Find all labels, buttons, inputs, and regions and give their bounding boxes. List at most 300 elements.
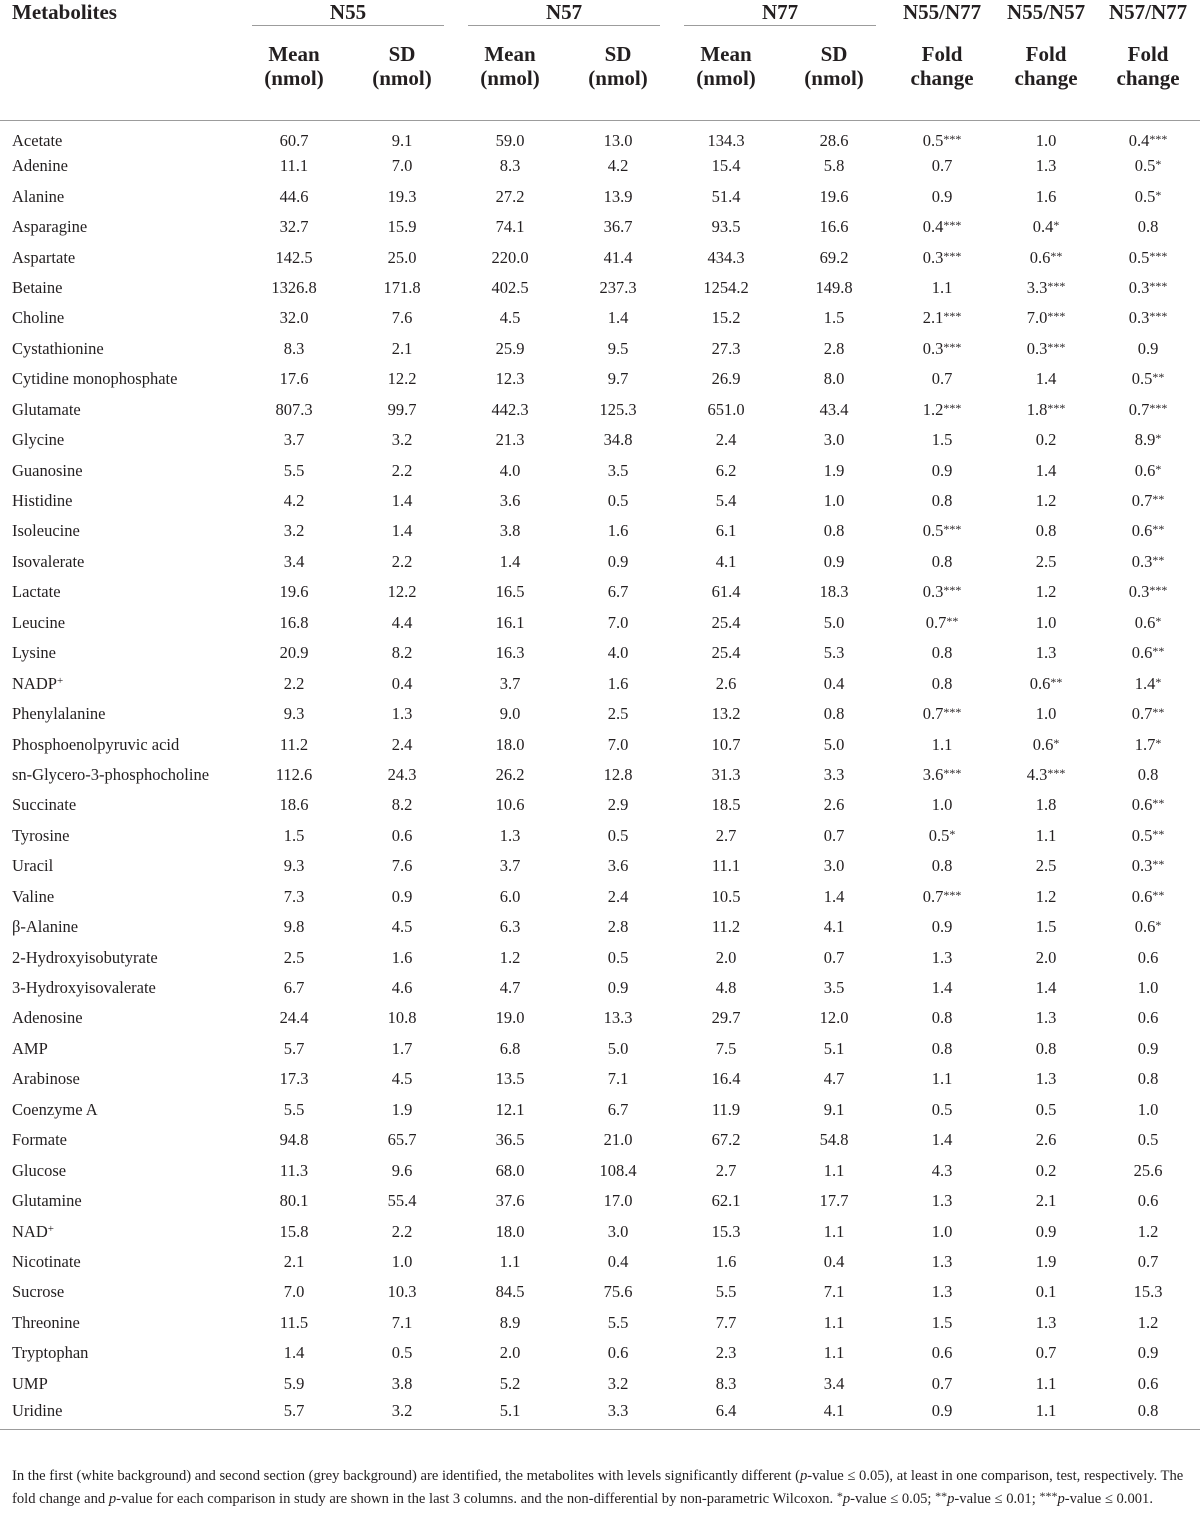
n57-sd-cell: 0.5 [607,825,629,845]
table-row [0,973,1200,1003]
n77-mean-cell: 93.5 [711,217,741,237]
fold-n57-n77-cell: 0.6** [1131,643,1165,663]
n57-mean-cell: 16.3 [495,643,525,663]
table-row [0,608,1200,638]
n57-sd-cell: 0.6 [607,1343,629,1363]
fold-n57-n77-cell: 15.3 [1133,1282,1163,1302]
n55-mean-cell: 11.3 [279,1160,309,1180]
n55-sd-cell: 55.4 [387,1191,417,1211]
n55-mean-cell: 1.5 [283,825,305,845]
fold-n55-n57-cell: 1.3 [1035,643,1057,663]
table-row [0,516,1200,546]
n55-mean-cell: 8.3 [283,338,305,358]
n77-sd-cell: 19.6 [819,186,849,206]
table-row [0,425,1200,455]
n77-sd-cell: 16.6 [819,217,849,237]
n77-sd-cell: 1.5 [823,308,845,328]
group-n55-label: N55 [252,0,444,26]
n57-sd-cell: 36.7 [603,217,633,237]
n55-sd-cell: 12.2 [387,582,417,602]
n55-sd-cell: 7.1 [391,1312,413,1332]
table-row [0,242,1200,272]
fold-n55-n57-cell: 1.1 [1035,825,1057,845]
table-row [0,1216,1200,1246]
n57-sd-cell: 4.0 [607,643,629,663]
n77-mean-cell: 2.7 [715,1160,737,1180]
n55-sd-cell: 8.2 [391,795,413,815]
table-row [0,729,1200,759]
n57-mean-cell: 26.2 [495,764,525,784]
fold-n55-n57-cell: 0.1 [1035,1282,1057,1302]
table-row [0,121,1200,152]
n55-sd-cell: 65.7 [387,1130,417,1150]
n77-sd-cell: 0.8 [823,704,845,724]
n55-sd-cell: 3.2 [391,430,413,450]
fold-n55-n57-cell: 2.5 [1035,551,1057,571]
n57-sd-cell: 6.7 [607,582,629,602]
fold-n55-n57-cell: 1.8*** [1026,399,1066,419]
n57-sd-cell: 7.1 [607,1069,629,1089]
n57-n77-fold-header: Fold change [1096,42,1200,121]
fold-n57-n77-cell: 1.2 [1137,1312,1159,1332]
fold-n55-n77-cell: 1.1 [931,277,953,297]
fold-n55-n57-cell: 1.3 [1035,1312,1057,1332]
table-row [0,1003,1200,1033]
n77-sd-cell: 0.9 [823,551,845,571]
table-row [0,151,1200,181]
n57-mean-cell: 18.0 [495,1221,525,1241]
n55-sd-cell: 1.4 [391,491,413,511]
n55-mean-cell: 9.3 [283,856,305,876]
fold-n55-n57-cell: 1.3 [1035,1008,1057,1028]
table-row [0,1064,1200,1094]
fold-n55-n77-cell: 4.3 [931,1160,953,1180]
fold-n55-n77-cell: 0.7*** [922,886,962,906]
n57-mean-cell: 37.6 [495,1191,525,1211]
n57-sd-cell: 3.5 [607,460,629,480]
fold-n55-n77-cell: 1.3 [931,1191,953,1211]
fold-n57-n77-cell: 0.6* [1134,612,1162,632]
n55-mean-cell: 5.5 [283,1099,305,1119]
fold-n57-n77-cell: 0.3*** [1128,308,1168,328]
table-row [0,364,1200,394]
n57-mean-cell: 6.8 [499,1038,521,1058]
n77-sd-cell: 12.0 [819,1008,849,1028]
n57-sd-header: SD (nmol) [564,42,672,121]
metabolite-name-cell: Betaine [12,277,63,297]
n77-mean-cell: 15.2 [711,308,741,328]
group-header-n55 [240,0,456,42]
n57-sd-cell: 7.0 [607,734,629,754]
n57-sd-cell: 5.5 [607,1312,629,1332]
n55-mean-cell: 18.6 [279,795,309,815]
n57-mean-cell: 68.0 [495,1160,525,1180]
n57-sd-cell: 2.9 [607,795,629,815]
table-row [0,395,1200,425]
n77-sd-cell: 3.0 [823,856,845,876]
fold-n55-n57-cell: 1.1 [1035,1373,1057,1393]
n77-mean-cell: 31.3 [711,764,741,784]
n77-sd-cell: 4.7 [823,1069,845,1089]
n55-mean-cell: 807.3 [275,399,313,419]
fold-n55-n77-cell: 0.3*** [922,338,962,358]
n77-mean-cell: 10.5 [711,886,741,906]
metabolite-name-cell: Valine [12,886,55,906]
fold-n57-n77-cell: 0.3** [1131,551,1165,571]
n57-mean-cell: 1.2 [499,947,521,967]
n55-mean-cell: 11.1 [279,156,309,176]
fold-n57-n77-cell: 0.3*** [1128,277,1168,297]
metabolite-name-cell: Adenine [12,156,68,176]
n55-mean-cell: 4.2 [283,491,305,511]
n55-sd-cell: 9.1 [391,131,413,150]
n55-sd-cell: 3.8 [391,1373,413,1393]
n77-sd-cell: 17.7 [819,1191,849,1211]
fold-n57-n77-cell: 0.9 [1137,338,1159,358]
fold-n57-n77-cell: 0.6 [1137,1373,1159,1393]
fold-n55-n57-cell: 1.6 [1035,186,1057,206]
metabolite-name-cell: Phenylalanine [12,704,106,724]
n57-mean-cell: 3.7 [499,673,521,693]
metabolite-name-cell: Cytidine monophosphate [12,369,178,389]
n77-sd-cell: 3.5 [823,978,845,998]
n55-mean-cell: 32.7 [279,217,309,237]
n55-sd-cell: 2.2 [391,1221,413,1241]
fold-n55-n57-cell: 1.0 [1035,704,1057,724]
n57-sd-cell: 0.9 [607,551,629,571]
n55-mean-cell: 80.1 [279,1191,309,1211]
n77-sd-cell: 43.4 [819,399,849,419]
metabolite-name-cell: NAD+ [12,1221,54,1241]
fold-n57-n77-cell: 0.5* [1134,186,1162,206]
n77-mean-cell: 16.4 [711,1069,741,1089]
fold-n55-n77-cell: 0.6 [931,1343,953,1363]
n55-mean-cell: 44.6 [279,186,309,206]
fold-n55-n57-cell: 0.8 [1035,1038,1057,1058]
n57-mean-cell: 1.3 [499,825,521,845]
metabolites-header: Metabolites [12,0,117,24]
n55-mean-cell: 5.7 [283,1038,305,1058]
metabolite-name-cell: β-Alanine [12,917,79,937]
n57-sd-cell: 4.2 [607,156,629,176]
n77-sd-cell: 7.1 [823,1282,845,1302]
n55-mean-cell: 19.6 [279,582,309,602]
fold-n57-n77-cell: 0.7** [1131,704,1165,724]
n77-mean-cell: 25.4 [711,643,741,663]
table-body [0,121,1200,1430]
n77-mean-cell: 7.5 [715,1038,737,1058]
n57-sd-cell: 125.3 [599,399,637,419]
n77-sd-cell: 0.4 [823,1251,845,1271]
table-row [0,1095,1200,1125]
n77-mean-cell: 4.8 [715,978,737,998]
fold-n55-n77-cell: 1.3 [931,1251,953,1271]
n57-mean-cell: 18.0 [495,734,525,754]
n77-sd-cell: 2.6 [823,795,845,815]
n57-mean-cell: 12.3 [495,369,525,389]
fold-n55-n77-cell: 0.7** [925,612,959,632]
fold-n55-n77-cell: 1.1 [931,734,953,754]
fold-n57-n77-cell: 0.6** [1131,795,1165,815]
n77-mean-cell: 2.4 [715,430,737,450]
n55-mean-cell: 3.4 [283,551,305,571]
n57-sd-cell: 3.0 [607,1221,629,1241]
fold-n55-n57-cell: 1.0 [1035,131,1057,150]
n77-sd-cell: 1.1 [823,1221,845,1241]
n55-mean-cell: 5.5 [283,460,305,480]
fold-n55-n57-cell: 1.2 [1035,491,1057,511]
n77-sd-cell: 18.3 [819,582,849,602]
fold-n55-n57-cell: 2.0 [1035,947,1057,967]
n57-mean-cell: 6.0 [499,886,521,906]
n55-mean-cell: 3.7 [283,430,305,450]
fold-n57-n77-cell: 0.6 [1137,947,1159,967]
fold-n57-n77-cell: 1.0 [1137,978,1159,998]
n55-sd-cell: 171.8 [383,277,421,297]
n77-mean-cell: 29.7 [711,1008,741,1028]
n57-mean-header: Mean (nmol) [456,42,564,121]
n77-mean-cell: 2.0 [715,947,737,967]
n55-sd-cell: 99.7 [387,399,417,419]
n55-sd-cell: 4.5 [391,917,413,937]
metabolite-name-cell: 2-Hydroxyisobutyrate [12,947,158,967]
fold-n55-n57-cell: 1.5 [1035,917,1057,937]
table-row [0,1186,1200,1216]
fold-n55-n77-cell: 0.8 [931,643,953,663]
fold-n55-n77-cell: 1.4 [931,978,953,998]
n57-sd-cell: 13.3 [603,1008,633,1028]
group-n57-label: N57 [468,0,660,26]
fold-n57-n77-cell: 0.6* [1134,460,1162,480]
fold-n57-n77-cell: 0.6** [1131,886,1165,906]
n55-sd-cell: 19.3 [387,186,417,206]
n55-mean-cell: 17.6 [279,369,309,389]
n55-mean-cell: 2.2 [283,673,305,693]
n77-mean-cell: 5.4 [715,491,737,511]
group-n77-label: N77 [684,0,876,26]
fold-n55-n77-cell: 0.9 [931,917,953,937]
n55-sd-cell: 0.9 [391,886,413,906]
n57-sd-cell: 3.3 [564,1399,672,1429]
fold-n55-n77-cell: 0.9 [888,1399,996,1429]
n77-sd-cell: 4.1 [823,917,845,937]
table-row [0,486,1200,516]
metabolite-name-cell: Lysine [12,643,56,663]
metabolite-name-cell: Cystathionine [12,338,104,358]
metabolite-name-cell: Tryptophan [12,1343,89,1363]
n57-mean-cell: 1.1 [499,1251,521,1271]
fold-n55-n77-cell: 1.3 [931,947,953,967]
n55-sd-cell: 8.2 [391,643,413,663]
n77-mean-cell: 8.3 [715,1373,737,1393]
n77-mean-cell: 2.7 [715,825,737,845]
fold-n57-n77-cell: 0.7*** [1128,399,1168,419]
n77-sd-cell: 1.4 [823,886,845,906]
n55-mean-cell: 94.8 [279,1130,309,1150]
n77-sd-cell: 1.1 [823,1312,845,1332]
metabolite-name-cell: Guanosine [12,460,83,480]
table-row [0,1247,1200,1277]
n55-mean-cell: 2.5 [283,947,305,967]
blank-subheader [0,42,240,121]
n55-sd-cell: 0.4 [391,673,413,693]
n57-mean-cell: 3.7 [499,856,521,876]
fold-n55-n57-cell: 1.8 [1035,795,1057,815]
n55-mean-cell: 3.2 [283,521,305,541]
n77-sd-cell: 0.8 [823,521,845,541]
fold-n55-n57-cell: 1.1 [996,1399,1096,1429]
n55-mean-cell: 32.0 [279,308,309,328]
n55-sd-cell: 7.0 [391,156,413,176]
fold-n55-n77-cell: 0.8 [931,1038,953,1058]
n77-sd-cell: 3.4 [823,1373,845,1393]
n55-sd-cell: 1.7 [391,1038,413,1058]
fold-n55-n77-cell: 0.8 [931,491,953,511]
fold-n57-n77-cell: 0.7 [1137,1251,1159,1271]
n77-sd-cell: 1.9 [823,460,845,480]
n77-mean-cell: 18.5 [711,795,741,815]
n55-sd-cell: 1.6 [391,947,413,967]
fold-n57-n77-cell: 0.8 [1137,764,1159,784]
fold-n55-n77-cell: 0.7*** [922,704,962,724]
metabolite-name-cell: Nicotinate [12,1251,81,1271]
metabolite-name-cell: Histidine [12,491,73,511]
n57-mean-cell: 19.0 [495,1008,525,1028]
fold-n55-n57-cell: 2.5 [1035,856,1057,876]
n77-sd-cell: 28.6 [819,131,849,150]
n57-mean-cell: 16.5 [495,582,525,602]
fold-n57-n77-cell: 0.4*** [1128,131,1168,150]
n77-sd-cell: 8.0 [823,369,845,389]
n55-sd-cell: 2.1 [391,338,413,358]
n57-mean-cell: 8.3 [499,156,521,176]
n57-mean-cell: 27.2 [495,186,525,206]
n77-sd-cell: 5.1 [823,1038,845,1058]
n55-sd-cell: 10.3 [387,1282,417,1302]
fold-header-n57-n77: N57/N77 [1108,0,1188,24]
fold-n57-n77-cell: 0.9 [1137,1038,1159,1058]
n57-sd-cell: 7.0 [607,612,629,632]
metabolite-name-cell: Glycine [12,430,65,450]
fold-n55-n57-cell: 0.6** [1029,673,1063,693]
n57-sd-cell: 3.6 [607,856,629,876]
n57-mean-cell: 402.5 [491,277,529,297]
fold-n55-n77-cell: 1.4 [931,1130,953,1150]
n57-mean-cell: 4.7 [499,978,521,998]
n55-sd-cell: 4.4 [391,612,413,632]
metabolite-name-cell: Tyrosine [12,825,70,845]
metabolite-name-cell: AMP [12,1038,48,1058]
fold-n55-n57-cell: 1.4 [1035,460,1057,480]
fold-n57-n77-cell: 1.7* [1134,734,1162,754]
n57-sd-cell: 13.9 [603,186,633,206]
metabolite-name-cell: Coenzyme A [12,1099,98,1119]
n55-sd-cell: 2.2 [391,460,413,480]
fold-n55-n77-cell: 0.3*** [922,582,962,602]
n55-mean-cell: 7.0 [283,1282,305,1302]
table-row [0,181,1200,211]
fold-n55-n57-cell: 1.4 [1035,369,1057,389]
n57-mean-cell: 4.0 [499,460,521,480]
n77-mean-cell: 6.4 [672,1399,780,1429]
n57-mean-cell: 1.4 [499,551,521,571]
fold-n57-n77-cell: 0.6** [1131,521,1165,541]
group-header-n77 [672,0,888,42]
table-row [0,668,1200,698]
n77-sd-cell: 9.1 [823,1099,845,1119]
n77-mean-cell: 1.6 [715,1251,737,1271]
fold-n55-n57-cell: 1.9 [1035,1251,1057,1271]
fold-n55-n57-cell: 1.0 [1035,612,1057,632]
n57-sd-cell: 5.0 [607,1038,629,1058]
n55-mean-header: Mean (nmol) [240,42,348,121]
fold-n55-n57-cell: 1.2 [1035,582,1057,602]
n77-sd-cell: 149.8 [815,277,853,297]
n57-sd-cell: 2.5 [607,704,629,724]
n77-sd-cell: 1.1 [823,1160,845,1180]
n57-mean-cell: 59.0 [495,131,525,150]
fold-n57-n77-cell: 0.6 [1137,1191,1159,1211]
n77-sd-cell: 5.3 [823,643,845,663]
fold-n55-n77-cell: 2.1*** [922,308,962,328]
n57-sd-cell: 6.7 [607,1099,629,1119]
fold-n55-n77-cell: 1.5 [931,1312,953,1332]
fold-n57-n77-cell: 1.0 [1137,1099,1159,1119]
n77-sd-cell: 5.0 [823,734,845,754]
n57-sd-cell: 1.4 [607,308,629,328]
table-row [0,455,1200,485]
fold-n57-n77-cell: 1.2 [1137,1221,1159,1241]
n57-mean-cell: 12.1 [495,1099,525,1119]
n77-mean-cell: 11.9 [711,1099,741,1119]
n77-mean-cell: 1254.2 [703,277,749,297]
table-row [0,821,1200,851]
fold-n57-n77-cell: 0.3*** [1128,582,1168,602]
table-row [0,303,1200,333]
fold-n55-n77-cell: 0.8 [931,1008,953,1028]
fold-n55-n77-cell: 1.0 [931,795,953,815]
fold-n57-n77-cell: 0.6 [1137,1008,1159,1028]
n57-mean-cell: 9.0 [499,704,521,724]
fold-n55-n77-cell: 0.8 [931,673,953,693]
fold-n55-n57-cell: 0.7 [1035,1343,1057,1363]
metabolite-name-cell: Phosphoenolpyruvic acid [12,734,180,754]
n55-sd-cell: 10.8 [387,1008,417,1028]
fold-n55-n77-cell: 0.7 [931,369,953,389]
fold-n57-n77-cell: 25.6 [1133,1160,1163,1180]
n55-mean-cell: 15.8 [279,1221,309,1241]
fold-n55-n77-cell: 0.7 [931,156,953,176]
metabolite-name-cell: 3-Hydroxyisovalerate [12,978,156,998]
fold-n55-n77-cell: 1.1 [931,1069,953,1089]
fold-n57-n77-cell: 0.8 [1137,1069,1159,1089]
n77-mean-cell: 2.3 [715,1343,737,1363]
metabolite-name-cell: Lactate [12,582,61,602]
table-row [0,1155,1200,1185]
fold-n55-n57-cell: 1.4 [1035,978,1057,998]
n55-sd-cell: 1.0 [391,1251,413,1271]
fold-header-n55-n57: N55/N57 [1006,0,1086,24]
fold-n57-n77-cell: 1.4* [1134,673,1162,693]
fold-n55-n57-cell: 0.6** [1029,247,1063,267]
n57-mean-cell: 220.0 [491,247,529,267]
n57-sd-cell: 108.4 [599,1160,637,1180]
n55-sd-cell: 0.5 [391,1343,413,1363]
n55-sd-cell: 2.4 [391,734,413,754]
fold-n55-n77-cell: 0.8 [931,551,953,571]
table-row [0,699,1200,729]
n77-sd-cell: 3.3 [823,764,845,784]
